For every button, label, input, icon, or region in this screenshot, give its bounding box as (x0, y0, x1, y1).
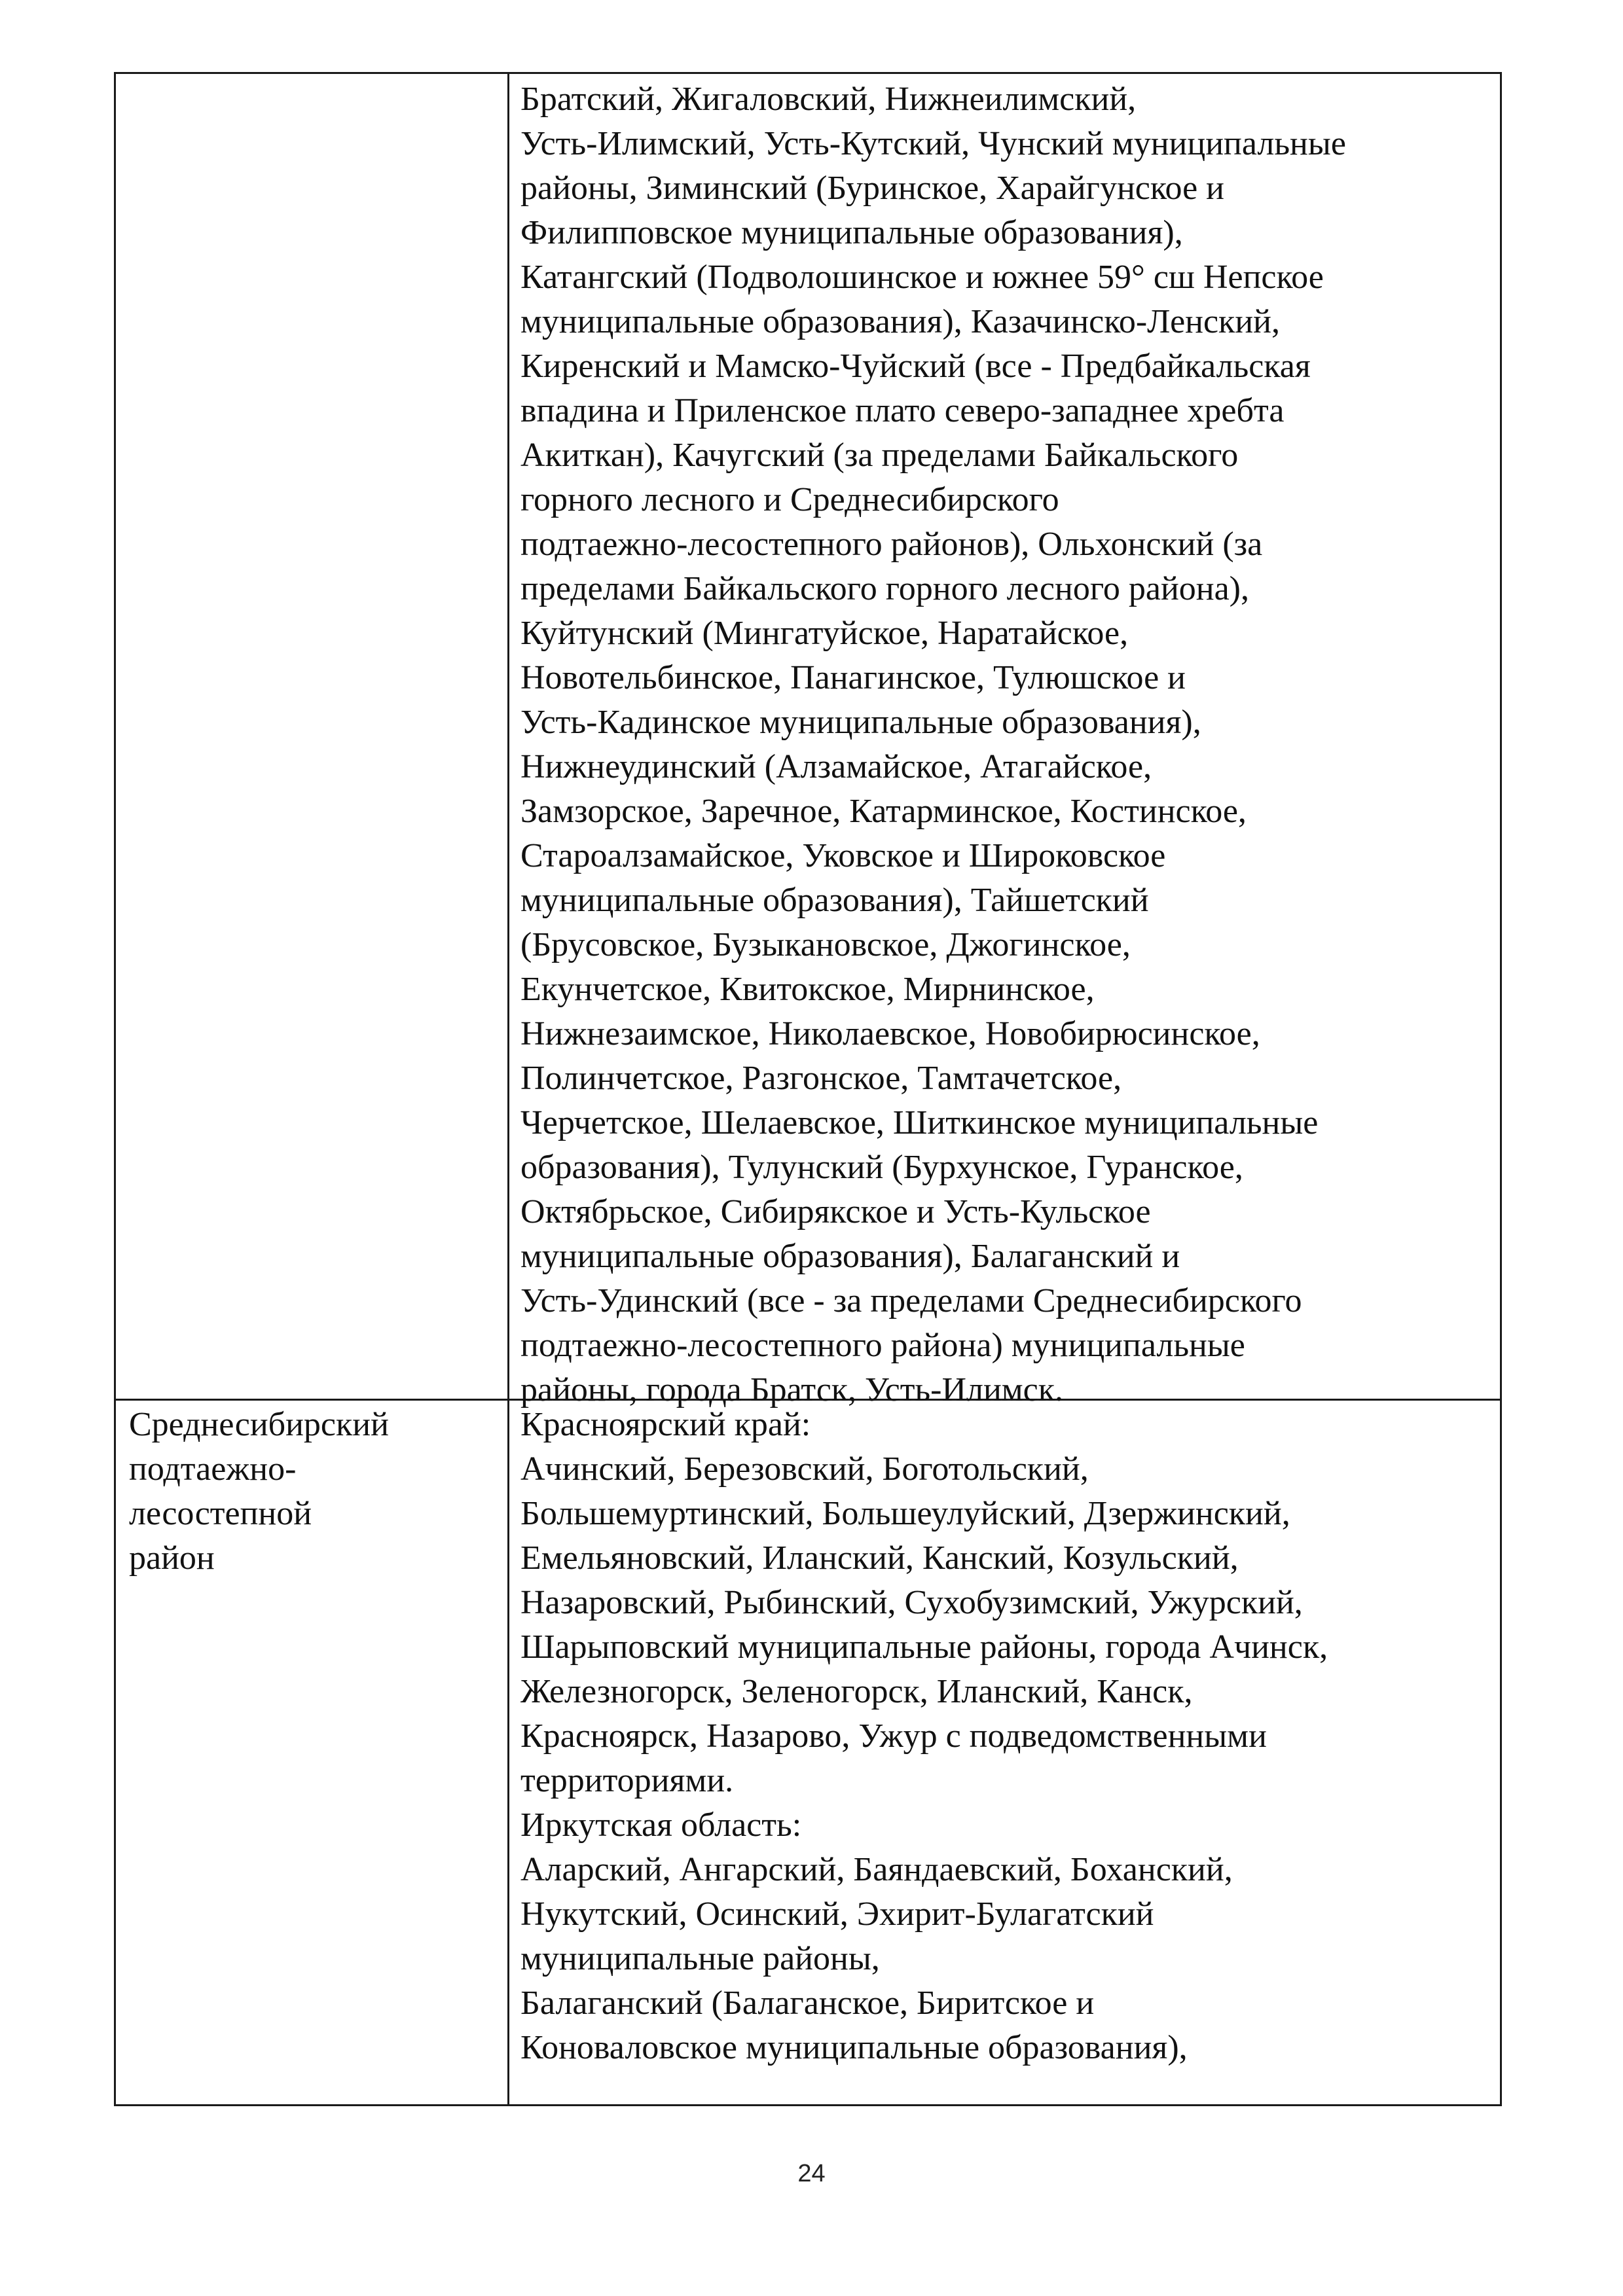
text-line: Балаганский (Балаганское, Биритское и (520, 1984, 1095, 2022)
text-line: горного лесного и Среднесибирского (520, 481, 1059, 518)
territories-cell-row-2 (520, 1403, 1328, 2070)
text-line: Полинчетское, Разгонское, Тамтачетское, (520, 1060, 1122, 1097)
territories-cell-row-1 (520, 77, 1346, 1412)
text-line: муниципальные образования), Тайшетский (520, 882, 1149, 919)
text-line: Красноярский край: (520, 1406, 811, 1443)
text-line: Усть-Кадинское муниципальные образования), (520, 704, 1201, 741)
text-line: Иркутская область: (520, 1806, 802, 1844)
text-line: Новотельбинское, Панагинское, Тулюшское и (520, 659, 1186, 696)
text-line: Катангский (Подволошинское и южнее 59° сш Непское (520, 259, 1324, 296)
territory-table (114, 72, 1502, 2106)
text-line: Назаровский, Рыбинский, Сухобузимский, Ужурский, (520, 1584, 1303, 1621)
text-line: Усть-Удинский (все - за пределами Среднесибирского (520, 1282, 1302, 1319)
text-line: Октябрьское, Сибирякское и Усть-Кульское (520, 1193, 1151, 1230)
region-cell-row-2 (129, 1403, 389, 1581)
text-line: впадина и Приленское плато северо-западнее хребта (520, 392, 1285, 429)
text-line: Куйтунский (Мингатуйское, Наратайское, (520, 615, 1129, 652)
text-line: Железногорск, Зеленогорск, Иланский, Канск, (520, 1673, 1193, 1710)
text-line: Киренский и Мамско-Чуйский (все - Предбайкальская (520, 348, 1311, 385)
text-line: Большемуртинский, Большеулуйский, Дзержинский, (520, 1495, 1290, 1532)
text-line: муниципальные образования), Казачинско-Ленский, (520, 303, 1280, 340)
text-line: Староалзамайское, Уковское и Широковское (520, 837, 1166, 874)
text-line: Екунчетское, Квитокское, Мирнинское, (520, 971, 1095, 1008)
text-line: Емельяновский, Иланский, Канский, Козульский, (520, 1539, 1239, 1577)
text-line: подтаежно-лесостепного района) муниципальные (520, 1327, 1245, 1364)
text-line: Нукутский, Осинский, Эхирит-Булагатский (520, 1895, 1154, 1933)
text-line: Аларский, Ангарский, Баяндаевский, Боханский, (520, 1851, 1233, 1888)
text-line: муниципальные районы, (520, 1940, 880, 1977)
text-line: Замзорское, Заречное, Катарминское, Костинское, (520, 793, 1247, 830)
text-line: Ачинский, Березовский, Боготольский, (520, 1450, 1089, 1488)
text-line: Нижнезаимское, Николаевское, Новобирюсинское, (520, 1015, 1260, 1052)
text-line: Черчетское, Шелаевское, Шиткинское муниципальные (520, 1104, 1319, 1141)
text-line: Акиткан), Качугский (за пределами Байкальского (520, 437, 1239, 474)
text-line: подтаежно-лесостепного районов), Ольхонский (за (520, 526, 1263, 563)
text-line: районы, города Братск, Усть-Илимск. (520, 1371, 1064, 1408)
region-name-line: район (129, 1539, 215, 1577)
text-line: (Брусовское, Бузыкановское, Джогинское, (520, 926, 1131, 963)
text-line: Красноярск, Назарово, Ужур с подведомственными (520, 1717, 1267, 1755)
text-line: районы, Зиминский (Буринское, Харайгунское и (520, 170, 1225, 207)
text-line: муниципальные образования), Балаганский и (520, 1238, 1180, 1275)
text-line: пределами Байкальского горного лесного района), (520, 570, 1249, 607)
text-line: Филипповское муниципальные образования), (520, 214, 1183, 251)
region-name-line: Среднесибирский (129, 1406, 389, 1443)
text-line: образования), Тулунский (Бурхунское, Гуранское, (520, 1149, 1243, 1186)
text-line: территориями. (520, 1762, 734, 1799)
text-line: Нижнеудинский (Алзамайское, Атагайское, (520, 748, 1152, 785)
text-line: Братский, Жигаловский, Нижнеилимский, (520, 81, 1137, 118)
page-number: 24 (797, 2160, 826, 2187)
region-name-line: подтаежно- (129, 1450, 297, 1488)
text-line: Шарыповский муниципальные районы, города Ачинск, (520, 1628, 1328, 1666)
region-name-line: лесостепной (129, 1495, 312, 1532)
text-line: Усть-Илимский, Усть-Кутский, Чунский муниципальные (520, 125, 1346, 162)
text-line: Коноваловское муниципальные образования), (520, 2029, 1188, 2066)
table-column-divider (507, 74, 509, 2104)
